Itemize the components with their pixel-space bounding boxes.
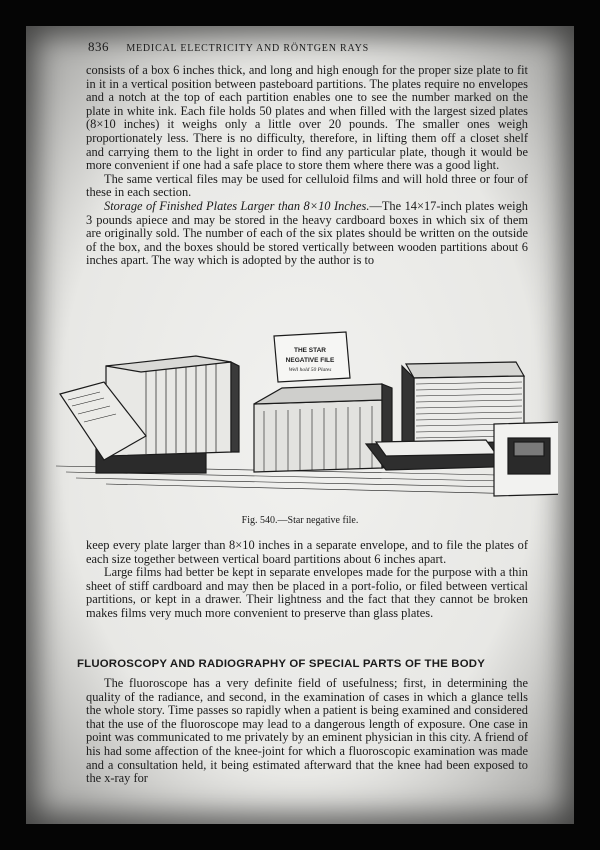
text-top bbox=[86, 64, 528, 268]
label-line-2: NEGATIVE FILE bbox=[285, 357, 335, 364]
running-header bbox=[88, 39, 498, 55]
paragraph-2: The same vertical files may be used for celluloid films and will hold three or four of these in each section. bbox=[86, 171, 528, 200]
running-title: MEDICAL ELECTRICITY AND RÖNTGEN RAYS bbox=[126, 43, 369, 54]
paragraph-1: consists of a box 6 inches thick, and long and high enough for the proper size plate to fit in it in a vertical position between pasteboard partitions. The plates require no envelopes and a notch at the top of each partition enables one to see the number marked on the plate in white ink. Each file holds 50 plates and when filled with the largest sized plates (8×10 inches) it weighs only a little over 20 pounds. The smaller ones weigh proportionately less. There is no difficulty, therefore, in lifting them off a closet shelf and carrying them to the light in order to find any particular plate, though it would be more convenient if one had a safe place to store them where there was a good light. bbox=[86, 63, 528, 173]
open-file-box bbox=[60, 356, 239, 473]
text-middle bbox=[86, 539, 528, 621]
page-number: 836 bbox=[88, 39, 109, 54]
label-line-3: Well hold 50 Plates bbox=[288, 367, 332, 373]
book-page bbox=[26, 26, 574, 824]
paragraph-3 bbox=[86, 200, 528, 268]
paragraph-3-heading: Storage of Finished Plates Larger than 8×10 Inches. bbox=[104, 198, 370, 213]
figure-caption: Fig. 540.—Star negative file. bbox=[241, 515, 359, 526]
text-bottom bbox=[86, 677, 528, 786]
stacked-plates-box bbox=[366, 362, 558, 496]
section-title: FLUOROSCOPY AND RADIOGRAPHY OF SPECIAL PARTS OF THE BODY bbox=[77, 658, 486, 670]
paragraph-4: keep every plate larger than 8×10 inches in a separate envelope, and to file the plates of each size together between vertical board partitions about 6 inches apart. bbox=[86, 538, 528, 566]
label-line-1: THE STAR bbox=[293, 347, 327, 354]
paragraph-5: Large films had better be kept in separate envelopes made for the purpose with a thin sheet of stiff cardboard and may then be placed in a port-folio, or filed between vertical partitions, or kept in a drawer. Their lightness and the fact that they cannot be broken makes films very much more convenient to preserve than glass plates. bbox=[86, 565, 528, 620]
star-negative-file-figure bbox=[46, 326, 558, 504]
paragraph-3-body: —The 14×17-inch plates weigh 3 pounds apiece and may be stored in the heavy cardboard boxes in which six of them are originally sold. The number of each of the six plates should be written on the outside of the box, and the boxes should be stored vertically between wooden partitions about 6 inches apart. The way which is adopted by the author is to bbox=[86, 198, 528, 268]
paragraph-6: The fluoroscope has a very definite field of usefulness; first, in determining the quality of the radiance, and second, in the examination of cases in which a glance tells the whole story. Time passes so rapidly when a patient is being examined and considered that the use of the fluoroscope may lead to a dangerous length of exposure. One case in point was communicated to me privately by an eminent physician in this city. A friend of his had some affection of the knee-joint for which a fluoroscopic examination was made and a consultation held, it being estimated afterward that the knee had been exposed to the x-ray for bbox=[86, 676, 528, 786]
